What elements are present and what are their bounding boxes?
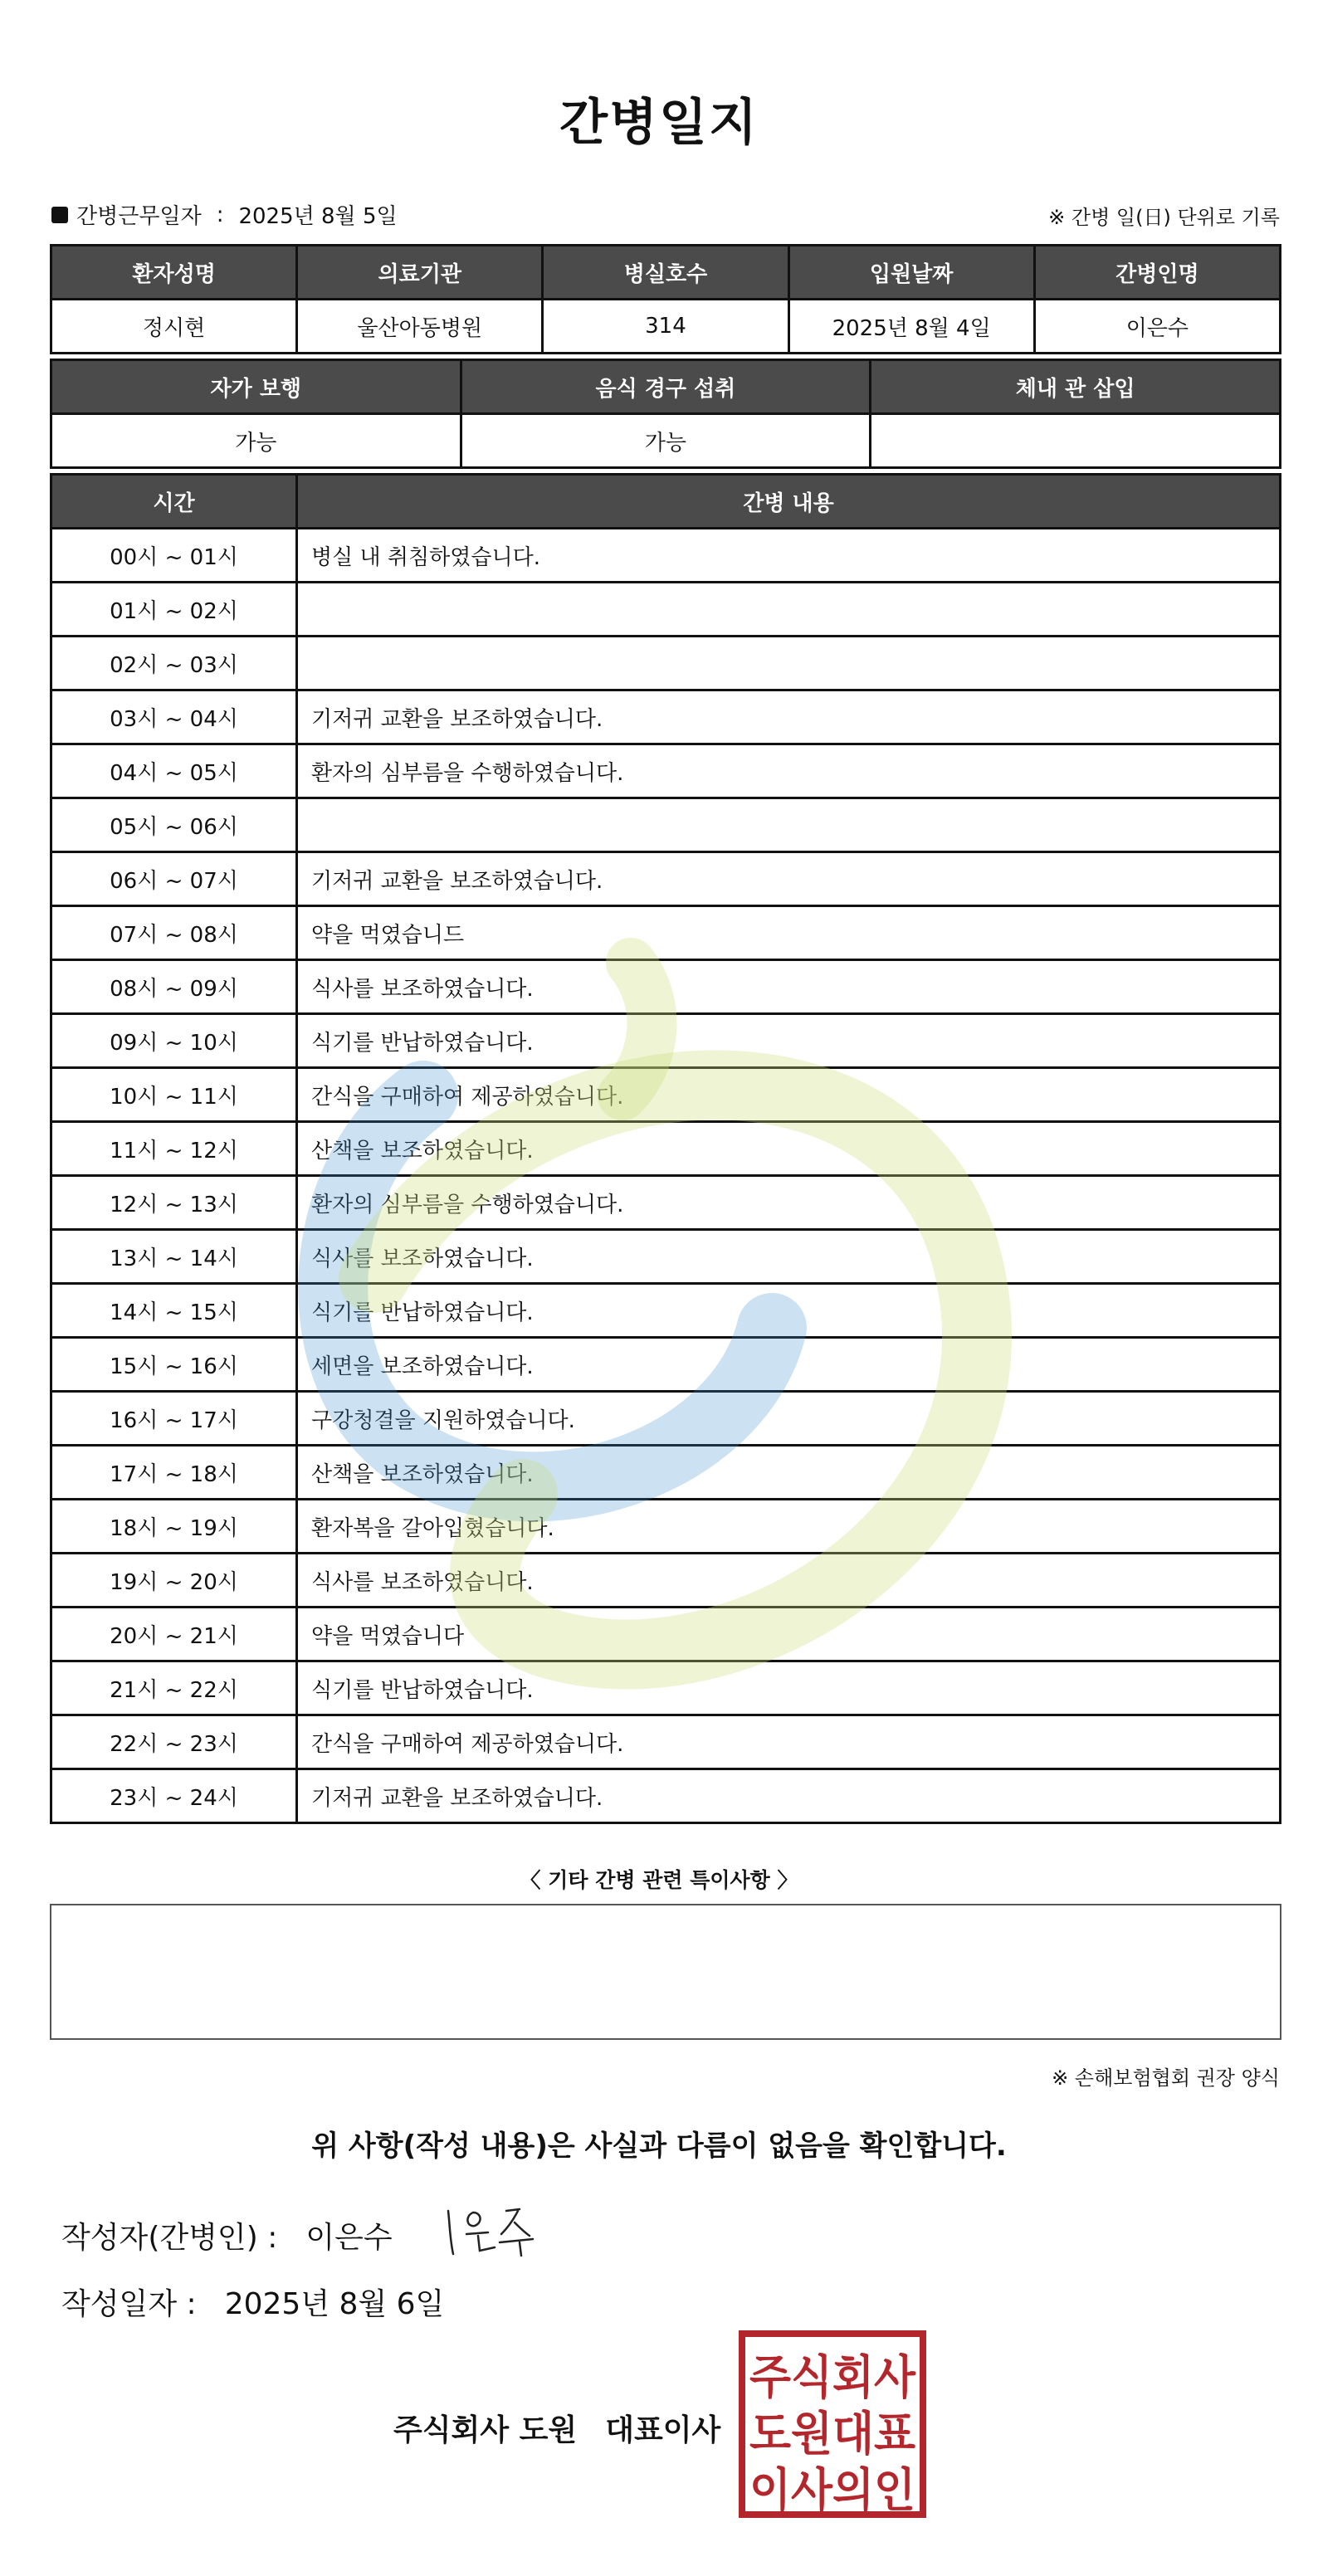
care-content: 산책을 보조하였습니다. — [297, 1446, 1281, 1500]
work-date — [51, 199, 398, 230]
writer-line — [61, 2214, 393, 2256]
header-admission-date: 입원날짜 — [788, 246, 1034, 300]
care-log-rows — [51, 529, 1281, 1823]
table-row — [51, 690, 1281, 744]
care-content: 식사를 보조하였습니다. — [297, 1554, 1281, 1608]
company-name: 주식회사 도원 — [393, 2413, 578, 2447]
care-content: 식기를 반납하였습니다. — [297, 1284, 1281, 1338]
bullet-square-icon — [51, 207, 68, 223]
care-content: 기저귀 교환을 보조하였습니다. — [297, 1769, 1281, 1823]
time-slot: 01시 ~ 02시 — [51, 583, 297, 637]
time-slot: 03시 ~ 04시 — [51, 690, 297, 744]
table-row — [51, 637, 1281, 690]
care-content: 간식을 구매하여 제공하였습니다. — [297, 1715, 1281, 1769]
care-content: 기저귀 교환을 보조하였습니다. — [297, 852, 1281, 906]
care-content: 약을 먹였습니다 — [297, 1608, 1281, 1661]
page-title: 간병일지 — [559, 94, 759, 152]
care-content: 간식을 구매하여 제공하였습니다. — [297, 1068, 1281, 1122]
time-slot: 23시 ~ 24시 — [51, 1769, 297, 1823]
table-row — [51, 1715, 1281, 1769]
time-slot: 10시 ~ 11시 — [51, 1068, 297, 1122]
header-self-walking: 자가 보행 — [51, 360, 461, 414]
care-content — [297, 583, 1281, 637]
time-slot: 06시 ~ 07시 — [51, 852, 297, 906]
table-row — [51, 1068, 1281, 1122]
table-row — [51, 1284, 1281, 1338]
company-seal-stamp — [739, 2330, 926, 2518]
tube-insertion — [871, 414, 1281, 468]
care-content: 세면을 보조하였습니다. — [297, 1338, 1281, 1392]
care-content: 약을 먹였습니드 — [297, 906, 1281, 960]
care-content: 식기를 반납하였습니다. — [297, 1014, 1281, 1068]
writer-label: 작성자(간병인) : — [61, 2221, 278, 2255]
table-row — [51, 1661, 1281, 1715]
table-row — [51, 1554, 1281, 1608]
time-slot: 12시 ~ 13시 — [51, 1176, 297, 1230]
care-log-table — [50, 473, 1281, 1824]
care-content — [297, 798, 1281, 852]
header-patient-name: 환자성명 — [51, 246, 297, 300]
confirmation-statement: 위 사항(작성 내용)은 사실과 다름이 없음을 확인합니다. — [311, 2130, 1007, 2163]
table-row — [51, 960, 1281, 1014]
care-content: 구강청결을 지원하였습니다. — [297, 1392, 1281, 1446]
table-row — [51, 1769, 1281, 1823]
care-content: 환자의 심부름을 수행하였습니다. — [297, 1176, 1281, 1230]
header-room-number: 병실호수 — [543, 246, 788, 300]
time-slot: 21시 ~ 22시 — [51, 1661, 297, 1715]
time-slot: 09시 ~ 10시 — [51, 1014, 297, 1068]
self-walking: 가능 — [51, 414, 461, 468]
writer-name: 이은수 — [305, 2221, 393, 2255]
care-content: 식사를 보조하였습니다. — [297, 1230, 1281, 1284]
seal-text-line: 주식회사 — [749, 2351, 916, 2405]
care-content: 환자의 심부름을 수행하였습니다. — [297, 744, 1281, 798]
handwritten-signature — [440, 2196, 556, 2262]
time-slot: 07시 ~ 08시 — [51, 906, 297, 960]
table-row — [51, 798, 1281, 852]
care-content: 식기를 반납하였습니다. — [297, 1661, 1281, 1715]
admission-date: 2025년 8월 4일 — [788, 300, 1034, 354]
time-slot: 11시 ~ 12시 — [51, 1122, 297, 1176]
table-row — [51, 1338, 1281, 1392]
header-time: 시간 — [51, 475, 297, 529]
table-row — [51, 1446, 1281, 1500]
table-row — [51, 744, 1281, 798]
care-content: 환자복을 갈아입혔습니다. — [297, 1500, 1281, 1554]
table-row — [51, 1230, 1281, 1284]
room-number: 314 — [543, 300, 788, 354]
work-date-separator: : — [216, 202, 224, 227]
company-line — [393, 2407, 720, 2449]
table-row — [51, 1500, 1281, 1554]
work-date-value: 2025년 8월 5일 — [238, 204, 398, 229]
written-date-line — [61, 2281, 444, 2323]
table-row — [51, 852, 1281, 906]
table-row — [51, 1014, 1281, 1068]
care-content: 식사를 보조하였습니다. — [297, 960, 1281, 1014]
time-slot: 19시 ~ 20시 — [51, 1554, 297, 1608]
time-slot: 02시 ~ 03시 — [51, 637, 297, 690]
patient-name: 정시현 — [51, 300, 297, 354]
time-slot: 18시 ~ 19시 — [51, 1500, 297, 1554]
care-content: 병실 내 취침하였습니다. — [297, 529, 1281, 583]
written-date-label: 작성일자 : — [61, 2287, 197, 2321]
work-date-label: 간병근무일자 — [76, 204, 202, 229]
time-slot: 20시 ~ 21시 — [51, 1608, 297, 1661]
time-slot: 17시 ~ 18시 — [51, 1446, 297, 1500]
table-row — [51, 1608, 1281, 1661]
oral-intake: 가능 — [461, 414, 871, 468]
patient-status-table — [50, 359, 1281, 469]
table-row — [51, 1392, 1281, 1446]
time-slot: 22시 ~ 23시 — [51, 1715, 297, 1769]
care-content — [297, 637, 1281, 690]
header-oral-intake: 음식 경구 섭취 — [461, 360, 871, 414]
caregiver-name: 이은수 — [1034, 300, 1280, 354]
time-slot: 15시 ~ 16시 — [51, 1338, 297, 1392]
time-slot: 00시 ~ 01시 — [51, 529, 297, 583]
written-date-value: 2025년 8월 6일 — [224, 2287, 445, 2321]
header-caregiver-name: 간병인명 — [1034, 246, 1280, 300]
notes-box — [50, 1904, 1281, 2040]
table-row — [51, 529, 1281, 583]
time-slot: 04시 ~ 05시 — [51, 744, 297, 798]
care-content: 기저귀 교환을 보조하였습니다. — [297, 690, 1281, 744]
time-slot: 16시 ~ 17시 — [51, 1392, 297, 1446]
time-slot: 13시 ~ 14시 — [51, 1230, 297, 1284]
time-slot: 05시 ~ 06시 — [51, 798, 297, 852]
table-row — [51, 583, 1281, 637]
header-tube-insertion: 체내 관 삽입 — [871, 360, 1281, 414]
time-slot: 08시 ~ 09시 — [51, 960, 297, 1014]
header-hospital: 의료기관 — [297, 246, 543, 300]
patient-info-table — [50, 244, 1281, 354]
form-source-note: ※ 손해보험협회 권장 양식 — [1052, 2066, 1280, 2090]
notes-heading: 〈 기타 간병 관련 특이사항 〉 — [520, 1868, 798, 1892]
time-slot: 14시 ~ 15시 — [51, 1284, 297, 1338]
unit-note: ※ 간병 일(日) 단위로 기록 — [1048, 206, 1280, 229]
hospital: 울산아동병원 — [297, 300, 543, 354]
table-row — [51, 1176, 1281, 1230]
table-row — [51, 906, 1281, 960]
company-title: 대표이사 — [605, 2413, 721, 2447]
header-care-content: 간병 내용 — [297, 475, 1281, 529]
care-content: 산책을 보조하였습니다. — [297, 1122, 1281, 1176]
table-row — [51, 1122, 1281, 1176]
seal-text-line: 도원대표 — [749, 2408, 915, 2461]
seal-text-line: 이사의인 — [749, 2464, 915, 2518]
